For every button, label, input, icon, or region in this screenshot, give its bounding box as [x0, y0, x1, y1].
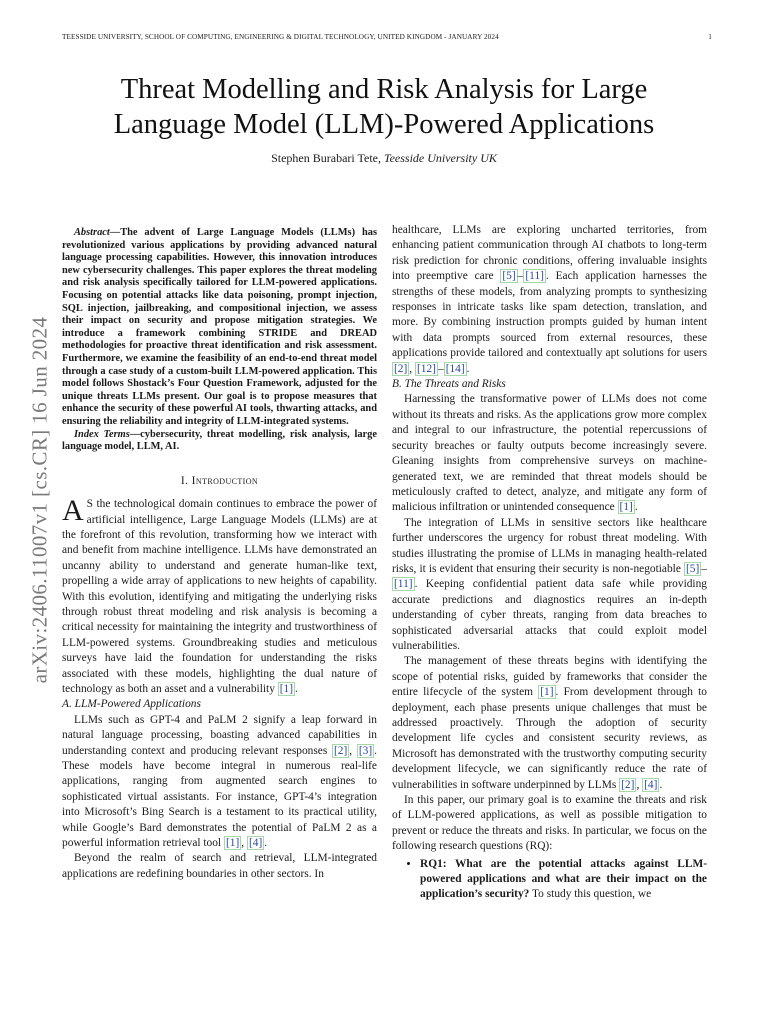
index-terms-label: Index Terms: [74, 428, 130, 440]
arxiv-identifier: arXiv:2406.11007v1 [cs.CR] 16 Jun 2024: [27, 316, 52, 684]
text-run: ,: [409, 362, 415, 375]
citation-link[interactable]: [14]: [445, 362, 465, 375]
llm-apps-paragraph-2: Beyond the realm of search and retrieval, LLM-integrated applications are redefining boundaries in other sectors. In: [62, 852, 377, 880]
running-header: [62, 33, 712, 41]
running-head-text: TEESSIDE UNIVERSITY, SCHOOL OF COMPUTING, ENGINEERING & DIGITAL TECHNOLOGY, UNITED KINGDOM - JANUARY 2024: [62, 33, 499, 41]
section-heading-introduction: I. Introduction: [180, 474, 259, 487]
text-run: . Keeping confidential patient data safe while providing accurate predictions and diagnostics requires an in-depth understanding of cyber threats, ranging from data breaches to sophisticated adversarial attacks that could exploit model vulnerabilities.: [392, 578, 707, 652]
citation-link[interactable]: [4]: [248, 837, 263, 850]
text-run: The integration of LLMs in sensitive sectors like healthcare further underscores the urgency for robust threat modeling. With studies illustrating the promise of LLMs in managing health-related risks, it is evident that ensuring their security is non-negotiable: [392, 516, 707, 575]
text-run: . These models have become integral in numerous real-life applications, ranging from augmented search engines to sophisticated virtual assistants. For instance, GPT-4’s integration into Microsoft’s Bing Search is a testament to its practical utility, while Google’s Bard demonstrates the potential of PaLM 2 as a powerful information retrieval tool: [62, 744, 378, 850]
paper-title: [60, 72, 708, 142]
index-terms: [62, 429, 377, 454]
left-column: [62, 227, 377, 882]
research-question-1: [420, 857, 707, 903]
citation-link[interactable]: [4]: [644, 778, 658, 791]
text-run: –: [437, 362, 444, 375]
subsection-heading-threats: B. The Threats and Risks: [392, 378, 506, 391]
text-run: –: [517, 270, 524, 283]
citation-link[interactable]: [11]: [525, 270, 544, 283]
citation-link[interactable]: [12]: [417, 362, 436, 375]
research-questions-list: [392, 857, 707, 903]
text-run: .: [659, 778, 663, 791]
text-run: .: [634, 501, 638, 514]
text-run: . Each application harnesses the strengths of these models, from analyzing prompts to synthesizing responses in intricate tasks like spam detection, translation, and more. By combining instruction prompts guided by human intent with data prompts sourced from external resources, these applications provide tailored and contextually apt solutions for users: [392, 270, 707, 360]
text-run: ,: [636, 778, 643, 791]
page-number: 1: [708, 33, 712, 41]
text-run: . From development through to deployment, each phase presents unique challenges that must be addressed proactively. Through the adoption of security development life cycles and consistent security reviews, as Microsoft has demonstrated with the trustworthy computing security development lifecycle, we can significantly reduce the rate of vulnerabilities in software underpinned by LLMs: [392, 686, 707, 791]
drop-cap: A: [62, 494, 84, 528]
citation-link[interactable]: [1]: [619, 501, 633, 514]
threats-paragraph-3: [392, 654, 707, 793]
text-run: ,: [349, 744, 357, 757]
intro-end: .: [295, 682, 298, 695]
threats-paragraph-1: [392, 392, 707, 515]
intro-paragraph: [62, 494, 377, 697]
text-run: .: [466, 362, 470, 375]
title-line-1: Threat Modelling and Risk Analysis for Large: [120, 74, 648, 105]
text-run: healthcare, LLMs are exploring uncharted territories, from enhancing patient communication through AI chatbots to long-term risk prediction for chronic conditions, offering invaluable insights into preemptive care: [392, 224, 707, 283]
intro-text: S the technological domain continues to embrace the power of artificial intelligence, Large Language Models (LLMs) are at the forefront of this revolution, transforming how we interact with and benefit from machine intelligence. LLMs have demonstrated an uncanny ability to understand and generate human-like text, propelling a wide array of applications to new heights of capability. With this evolution, identifying and mitigating the underlying risks through robust threat modeling and risk analysis is becoming a critical necessity for maintaining the integrity and trustworthiness of LLM-powered systems. Groundbreaking studies and meticulous surveys have laid the foundation for understanding the risks associated with these models, highlighting the dual nature of technology as both an asset and a vulnerability: [62, 498, 377, 695]
citation-link[interactable]: [1]: [540, 686, 554, 699]
subsection-heading-llm-apps: A. LLM-Powered Applications: [62, 698, 201, 711]
citation-link[interactable]: [3]: [358, 744, 373, 757]
text-run: –: [701, 562, 707, 575]
llm-apps-paragraph-1: [62, 713, 377, 852]
author-name: Stephen Burabari Tete,: [271, 151, 381, 165]
citation-link[interactable]: [2]: [394, 362, 408, 375]
rq1-rest: To study this question, we: [529, 888, 652, 901]
right-column: [392, 223, 707, 903]
threats-paragraph-2: [392, 516, 707, 655]
citation-link[interactable]: [2]: [621, 778, 635, 791]
threats-paragraph-4: In this paper, our primary goal is to examine the threats and risk of LLM-powered applications, as well as possible mitigation to prevent or reduce the threats and risks. In particular, we focus on the following research questions (RQ):: [392, 794, 707, 853]
abstract-label: Abstract: [74, 227, 110, 238]
rq1-question: RQ1: What are the potential attacks against LLM-powered applications and what are their impact on the application’s security?: [420, 857, 707, 901]
citation-link[interactable]: [1]: [279, 682, 294, 695]
citation-link[interactable]: [11]: [394, 578, 413, 591]
citation-link[interactable]: [5]: [686, 562, 700, 575]
healthcare-paragraph: [392, 223, 707, 377]
author-line: [60, 151, 708, 166]
citation-link[interactable]: [1]: [225, 837, 240, 850]
abstract-text: —The advent of Large Language Models (LLMs) has revolutionized various applications by providing advanced natural language processing capabilities. However, this innovation introduces new cybersecurity challenges. This paper explores the threat modeling and risk analysis specifically tailored for LLM-powered applications. Focusing on potential attacks like data poisoning, prompt injection, SQL injection, jailbreaking, and compositional injection, we assess their impact on security and propose mitigation strategies. We introduce a framework combining STRIDE and DREAD methodologies for proactive threat identification and risk assessment. Furthermore, we examine the feasibility of an end-to-end threat model through a case study of a custom-built LLM-powered application. This model follows Shostack’s Four Question Framework, adjusted for the unique threats LLMs present. Our goal is to propose measures that enhance the security of these powerful AI tools, thwarting attacks, and ensuring the reliability and integrity of LLM-integrated systems.: [62, 227, 377, 427]
text-run: The management of these threats begins with identifying the scope of potential risks, guided by frameworks that consider the entire lifecycle of the system: [392, 655, 707, 699]
text-run: LLMs such as GPT-4 and PaLM 2 signify a leap forward in natural language processing, boasting advanced capabilities in understanding context and producing relevant responses: [62, 713, 377, 757]
citation-link[interactable]: [2]: [333, 744, 348, 757]
text-run: .: [264, 837, 268, 850]
abstract: [62, 227, 377, 429]
author-affiliation: Teesside University UK: [384, 151, 497, 165]
citation-link[interactable]: [5]: [502, 270, 516, 283]
text-run: ,: [241, 837, 247, 850]
title-line-2: Language Model (LLM)-Powered Applications: [113, 109, 655, 140]
arxiv-sidebar-stamp: [20, 270, 60, 730]
index-terms-text: —cybersecurity, threat modelling, risk analysis, large language model, LLM, AI.: [62, 428, 377, 453]
text-run: Harnessing the transformative power of LLMs does not come without its threats and risks. As the applications grow more complex and integral to our infrastructure, the potential repercussions of security breaches or faulty outputs become increasingly severe. Gleaning insights from comprehensive surveys on machine-generated text, we are reminded that threat models should be meticulously crafted to detect, analyze, and mitigate any form of malicious infiltration or unintended consequence: [392, 393, 707, 514]
